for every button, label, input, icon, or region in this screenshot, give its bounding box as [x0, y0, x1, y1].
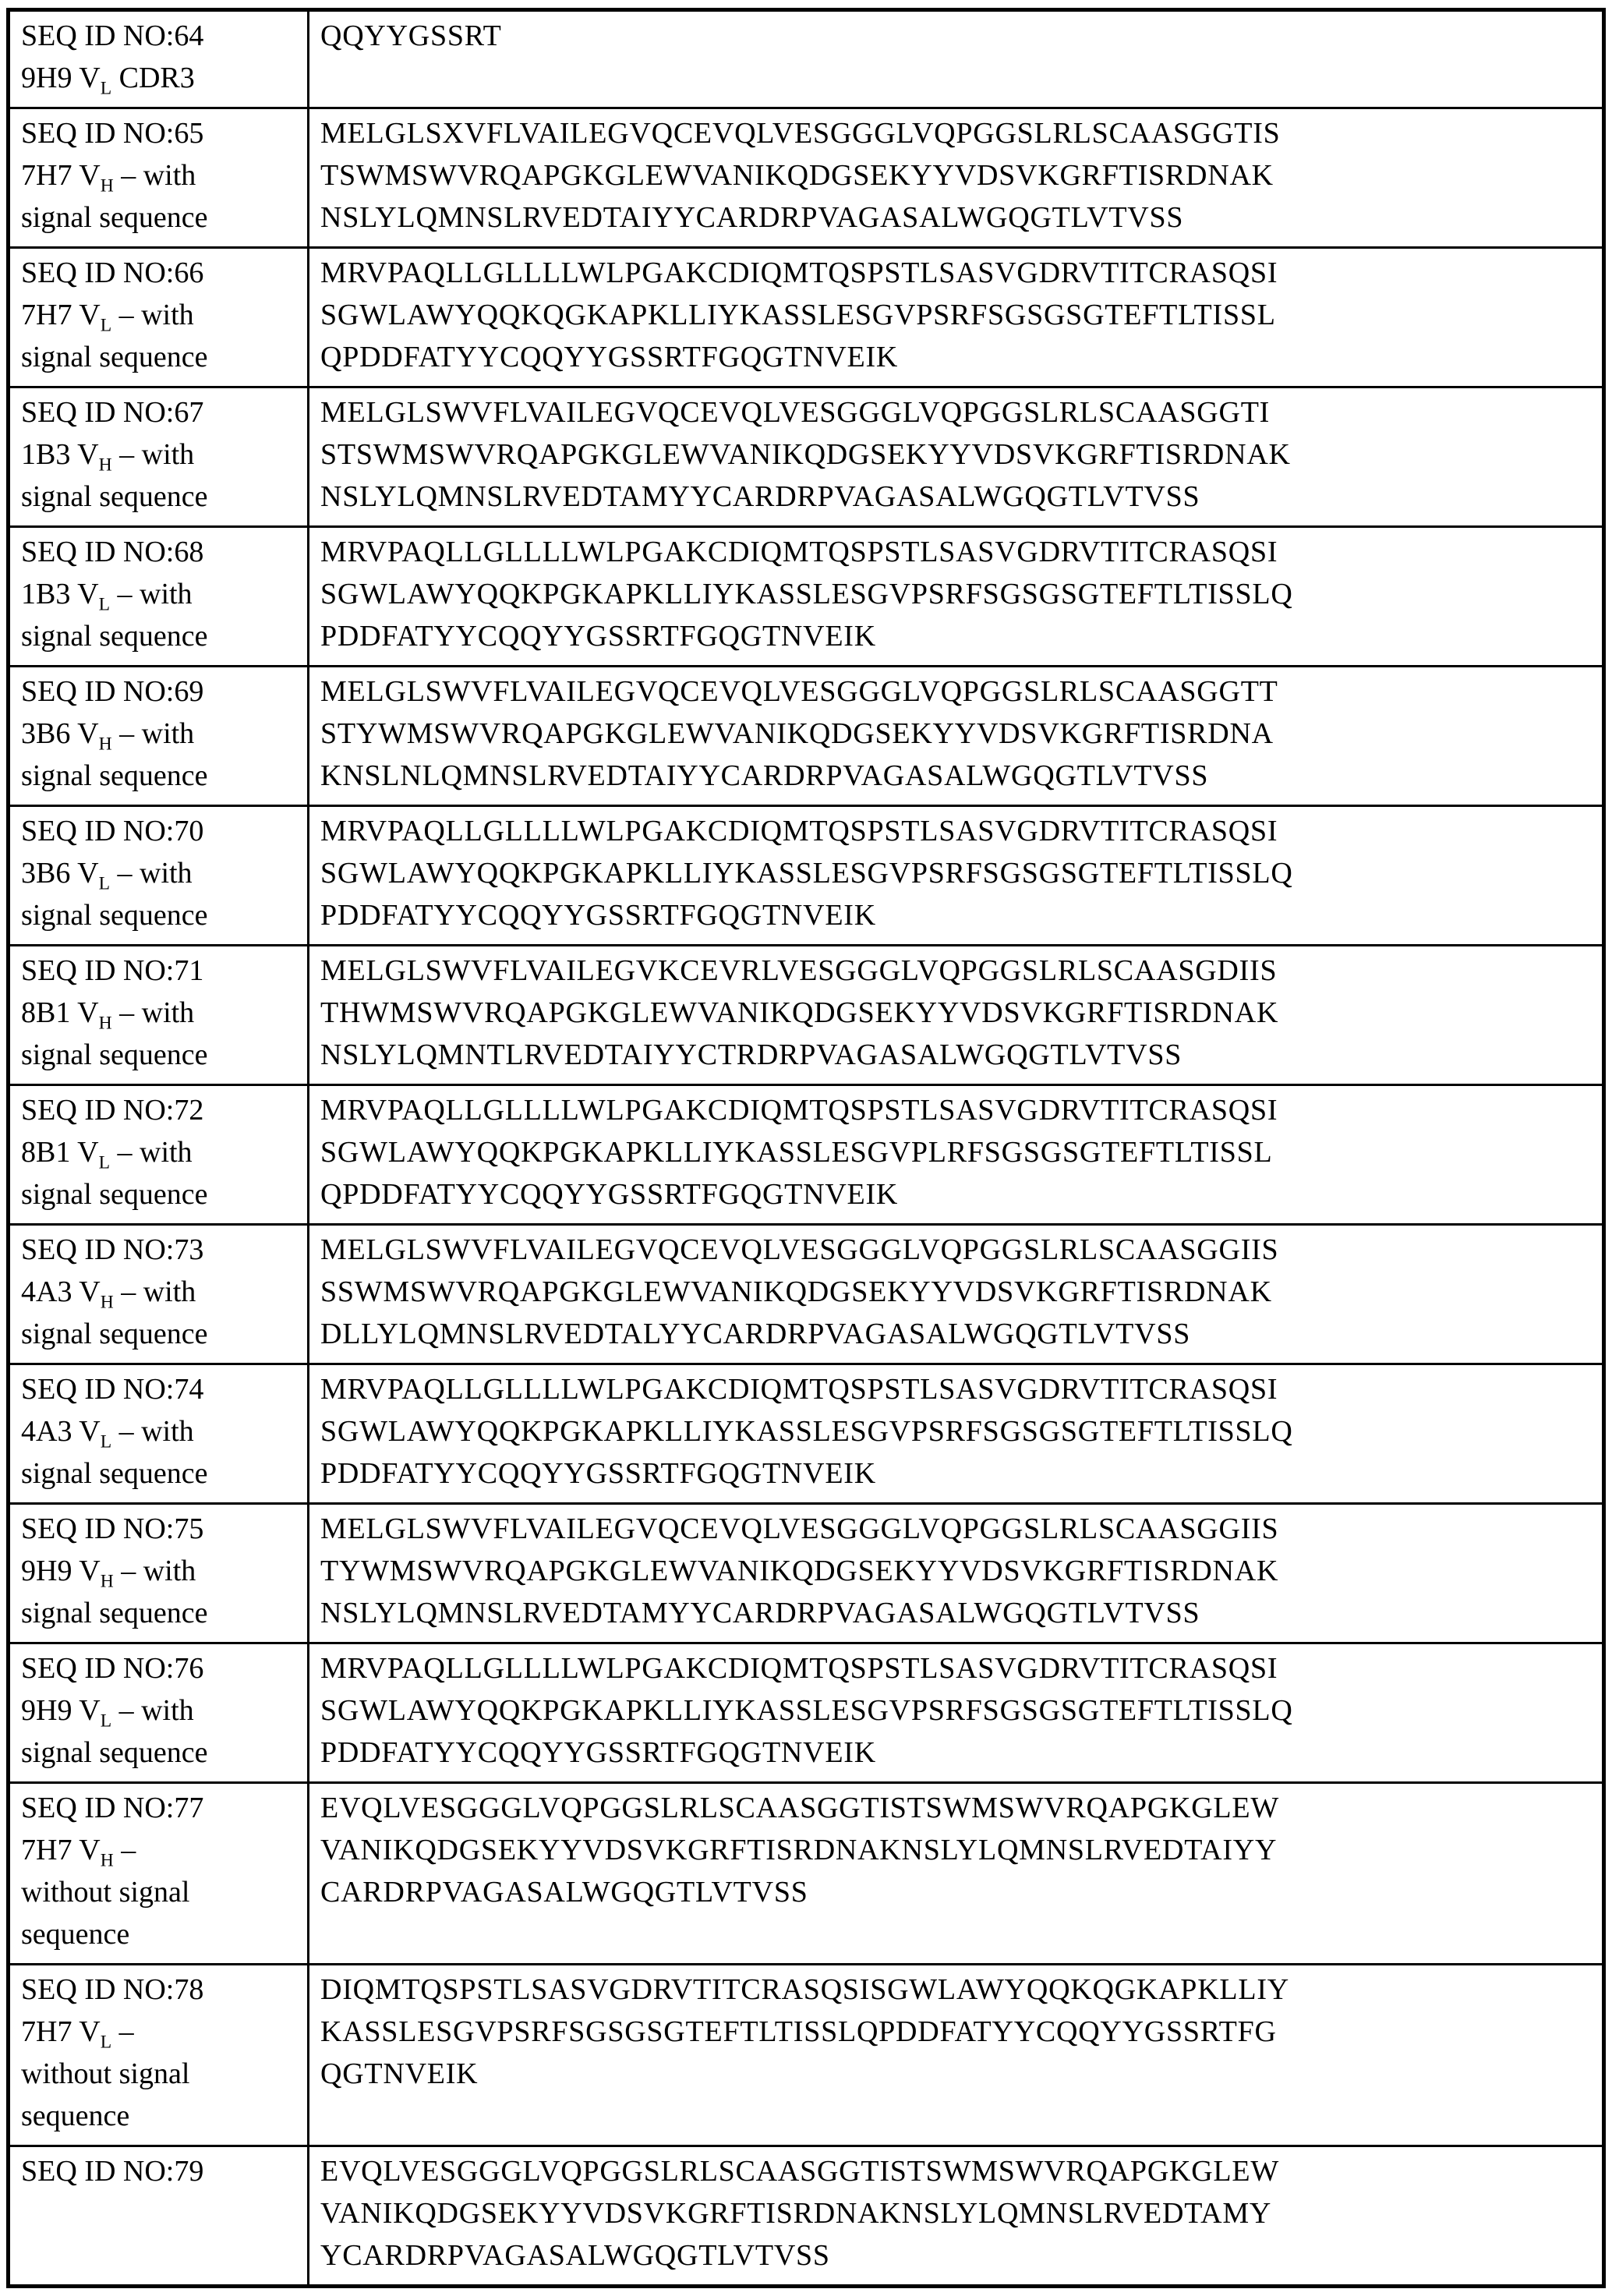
seq-id-label-line [21, 2053, 296, 2095]
sequence-line: QPDDFATYYCQQYYGSSRTFGQGTNVEIK [320, 1178, 899, 1211]
sequence-line: STSWMSWVRQAPGKGLEWVANIKQDGSEKYYVDSVKGRFTISRDNAK [320, 438, 1291, 471]
sequence-line: SGWLAWYQQKPGKAPKLLIYKASSLESGVPSRFSGSGSGTEFTLTISSLQ [320, 857, 1293, 890]
sequence-line: MRVPAQLLGLLLLWLPGAKCDIQMTQSPSTLSASVGDRVTITCRASQSI [320, 1373, 1278, 1406]
seq-id-label-line [21, 852, 296, 894]
label-text: signal sequence [21, 1178, 208, 1211]
chain-subscript: H [98, 455, 112, 476]
chain-subscript: L [98, 1152, 110, 1173]
label-text: – with [113, 1555, 196, 1587]
table-row [9, 248, 1604, 387]
table-row [9, 2146, 1604, 2287]
label-text: SEQ ID NO:75 [21, 1512, 204, 1545]
seq-id-label-cell [9, 1085, 309, 1225]
seq-id-label-line [21, 1913, 296, 1955]
label-text: SEQ ID NO:69 [21, 675, 204, 708]
label-text: SEQ ID NO:72 [21, 1094, 204, 1127]
table-row [9, 1225, 1604, 1364]
sequence-line: THWMSWVRQAPGKGLEWVANIKQDGSEKYYVDSVKGRFTISRDNAK [320, 996, 1279, 1029]
amino-acid-sequence-cell [309, 667, 1604, 806]
chain-subscript: L [98, 873, 110, 894]
seq-id-label-cell [9, 1364, 309, 1504]
sequence-line: PDDFATYYCQQYYGSSRTFGQGTNVEIK [320, 620, 876, 653]
seq-id-label-cell [9, 667, 309, 806]
sequence-line: DIQMTQSPSTLSASVGDRVTITCRASQSISGWLAWYQQKQGKAPKLLIY [320, 1973, 1289, 2006]
seq-id-label-line [21, 573, 296, 615]
sequence-line: MELGLSWVFLVAILEGVQCEVQLVESGGGLVQPGGSLRLSCAASGGTI [320, 396, 1271, 429]
amino-acid-sequence-cell [309, 1504, 1604, 1643]
sequence-line: YCARDRPVAGASALWGQGTLVTVSS [320, 2239, 830, 2272]
sequence-line: VANIKQDGSEKYYVDSVKGRFTISRDNAKNSLYLQMNSLRVEDTAMY [320, 2197, 1272, 2230]
sequence-line: TSWMSWVRQAPGKGLEWVANIKQDGSEKYYVDSVKGRFTISRDNAK [320, 159, 1274, 192]
amino-acid-sequence-cell [309, 2146, 1604, 2287]
seq-id-label-line [21, 713, 296, 755]
seq-id-label-line [21, 531, 296, 573]
seq-id-label-line [21, 15, 296, 57]
seq-id-label-line [21, 670, 296, 713]
sequence-line: PDDFATYYCQQYYGSSRTFGQGTNVEIK [320, 1736, 876, 1769]
label-text: 7H7 V [21, 299, 101, 331]
chain-subscript: H [100, 175, 114, 196]
label-text: 7H7 V [21, 1834, 101, 1866]
sequence-line: SGWLAWYQQKPGKAPKLLIYKASSLESGVPSRFSGSGSGTEFTLTISSLQ [320, 1694, 1293, 1727]
table-row [9, 1965, 1604, 2146]
amino-acid-sequence-cell [309, 527, 1604, 667]
sequence-line: STYWMSWVRQAPGKGLEWVANIKQDGSEKYYVDSVKGRFTISRDNA [320, 717, 1274, 750]
label-text: signal sequence [21, 341, 208, 373]
seq-id-label-cell [9, 2146, 309, 2287]
seq-id-label-line [21, 1969, 296, 2011]
label-text: – with [111, 1415, 194, 1448]
label-text: 9H9 V [21, 1555, 101, 1587]
label-text: 7H7 V [21, 159, 101, 192]
chain-subscript: L [100, 78, 112, 99]
seq-id-label-line [21, 950, 296, 992]
sequence-line: QQYYGSSRT [320, 19, 502, 52]
label-text: SEQ ID NO:64 [21, 19, 204, 52]
sequence-line: NSLYLQMNTLRVEDTAIYYCTRDRPVAGASALWGQGTLVTVSS [320, 1038, 1182, 1071]
seq-id-label-line [21, 1550, 296, 1592]
seq-id-label-cell [9, 1643, 309, 1783]
sequence-line: MRVPAQLLGLLLLWLPGAKCDIQMTQSPSTLSASVGDRVTITCRASQSI [320, 1094, 1278, 1127]
label-text: SEQ ID NO:74 [21, 1373, 204, 1406]
seq-id-label-cell [9, 1504, 309, 1643]
sequence-line: SGWLAWYQQKPGKAPKLLIYKASSLESGVPLRFSGSGSGTEFTLTISSL [320, 1136, 1273, 1169]
seq-id-label-line [21, 336, 296, 378]
amino-acid-sequence-cell [309, 248, 1604, 387]
seq-id-label-line [21, 615, 296, 657]
sequence-line: KASSLESGVPSRFSGSGSGTEFTLTISSLQPDDFATYYCQQYYGSSRTFG [320, 2015, 1277, 2048]
label-text: SEQ ID NO:73 [21, 1233, 204, 1266]
table-row [9, 667, 1604, 806]
table-row [9, 1364, 1604, 1504]
seq-id-label-cell [9, 806, 309, 946]
amino-acid-sequence-cell [309, 1225, 1604, 1364]
seq-id-label-line [21, 112, 296, 154]
label-text: signal sequence [21, 201, 208, 234]
label-text: signal sequence [21, 1038, 208, 1071]
chain-subscript: H [100, 1292, 114, 1313]
sequence-line: NSLYLQMNSLRVEDTAMYYCARDRPVAGASALWGQGTLVTVSS [320, 480, 1200, 513]
seq-id-label-cell [9, 946, 309, 1085]
label-text: – with [111, 1694, 194, 1727]
table-row [9, 527, 1604, 667]
label-text: 7H7 V [21, 2015, 101, 2048]
amino-acid-sequence-cell [309, 1364, 1604, 1504]
chain-subscript: H [100, 1850, 114, 1871]
amino-acid-sequence-cell [309, 108, 1604, 248]
table-row [9, 108, 1604, 248]
sequence-line: SSWMSWVRQAPGKGLEWVANIKQDGSEKYYVDSVKGRFTISRDNAK [320, 1275, 1272, 1308]
label-text: – with [111, 717, 195, 750]
table-row [9, 806, 1604, 946]
label-text: SEQ ID NO:78 [21, 1973, 204, 2006]
sequence-line: MELGLSWVFLVAILEGVQCEVQLVESGGGLVQPGGSLRLSCAASGGIIS [320, 1233, 1279, 1266]
seq-id-label-line [21, 1131, 296, 1173]
seq-id-label-line [21, 1089, 296, 1131]
sequence-line: MRVPAQLLGLLLLWLPGAKCDIQMTQSPSTLSASVGDRVTITCRASQSI [320, 256, 1278, 289]
seq-id-label-line [21, 1452, 296, 1495]
sequence-line: MRVPAQLLGLLLLWLPGAKCDIQMTQSPSTLSASVGDRVTITCRASQSI [320, 536, 1278, 568]
chain-subscript: H [98, 734, 112, 755]
label-text: – with [113, 1275, 196, 1308]
seq-id-label-line [21, 252, 296, 294]
sequence-line: MELGLSWVFLVAILEGVQCEVQLVESGGGLVQPGGSLRLSCAASGGTT [320, 675, 1278, 708]
label-text: signal sequence [21, 759, 208, 792]
sequence-line: MRVPAQLLGLLLLWLPGAKCDIQMTQSPSTLSASVGDRVTITCRASQSI [320, 815, 1278, 847]
label-text: signal sequence [21, 1318, 208, 1350]
seq-id-label-line [21, 2095, 296, 2137]
amino-acid-sequence-cell [309, 1783, 1604, 1965]
seq-id-label-line [21, 1647, 296, 1689]
seq-id-label-line [21, 2011, 296, 2053]
sequence-line: CARDRPVAGASALWGQGTLVTVSS [320, 1876, 808, 1909]
sequence-line: TYWMSWVRQAPGKGLEWVANIKQDGSEKYYVDSVKGRFTISRDNAK [320, 1555, 1279, 1587]
seq-id-label-line [21, 294, 296, 336]
label-text: 9H9 V [21, 62, 101, 94]
sequence-line: SGWLAWYQQKPGKAPKLLIYKASSLESGVPSRFSGSGSGTEFTLTISSLQ [320, 578, 1293, 610]
amino-acid-sequence-cell [309, 387, 1604, 527]
label-text: SEQ ID NO:67 [21, 396, 204, 429]
seq-id-label-line [21, 755, 296, 797]
sequence-listing-table [6, 8, 1606, 2288]
seq-id-label-line [21, 1368, 296, 1410]
label-text: – [113, 1834, 136, 1866]
label-text: – with [110, 857, 193, 890]
label-text: without signal [21, 1876, 190, 1909]
label-text: sequence [21, 2100, 130, 2132]
label-text: CDR3 [111, 62, 195, 94]
label-text: signal sequence [21, 620, 208, 653]
label-text: sequence [21, 1918, 130, 1951]
amino-acid-sequence-cell [309, 1643, 1604, 1783]
seq-id-label-line [21, 894, 296, 936]
label-text: – with [113, 159, 196, 192]
label-text: 9H9 V [21, 1694, 101, 1727]
label-text: 1B3 V [21, 578, 99, 610]
seq-id-label-line [21, 476, 296, 518]
sequence-line: NSLYLQMNSLRVEDTAMYYCARDRPVAGASALWGQGTLVTVSS [320, 1597, 1200, 1629]
chain-subscript: H [100, 1571, 114, 1592]
chain-subscript: L [98, 594, 110, 615]
seq-id-label-cell [9, 1225, 309, 1364]
label-text: 8B1 V [21, 996, 99, 1029]
label-text: signal sequence [21, 1457, 208, 1490]
sequence-line: PDDFATYYCQQYYGSSRTFGQGTNVEIK [320, 1457, 876, 1490]
label-text: SEQ ID NO:79 [21, 2155, 204, 2188]
seq-id-label-line [21, 1271, 296, 1313]
seq-id-label-line [21, 1173, 296, 1215]
sequence-line: MELGLSWVFLVAILEGVQCEVQLVESGGGLVQPGGSLRLSCAASGGIIS [320, 1512, 1279, 1545]
sequence-line: MELGLSWVFLVAILEGVKCEVRLVESGGGLVQPGGSLRLSCAASGDIIS [320, 954, 1278, 987]
label-text: 4A3 V [21, 1415, 101, 1448]
seq-id-label-line [21, 1871, 296, 1913]
sequence-line: QGTNVEIK [320, 2057, 479, 2090]
seq-id-label-cell [9, 248, 309, 387]
label-text: SEQ ID NO:65 [21, 117, 204, 150]
seq-id-label-line [21, 1313, 296, 1355]
seq-id-label-line [21, 391, 296, 433]
seq-id-label-cell [9, 108, 309, 248]
seq-id-label-line [21, 1508, 296, 1550]
seq-id-label-cell [9, 1965, 309, 2146]
seq-id-label-line [21, 1034, 296, 1076]
seq-id-label-line [21, 1592, 296, 1634]
sequence-line: SGWLAWYQQKPGKAPKLLIYKASSLESGVPSRFSGSGSGTEFTLTISSLQ [320, 1415, 1293, 1448]
seq-id-label-line [21, 2150, 296, 2192]
table-row [9, 1643, 1604, 1783]
label-text: 8B1 V [21, 1136, 99, 1169]
label-text: – with [110, 1136, 193, 1169]
table-row [9, 1085, 1604, 1225]
sequence-line: VANIKQDGSEKYYVDSVKGRFTISRDNAKNSLYLQMNSLRVEDTAIYY [320, 1834, 1278, 1866]
table-row [9, 387, 1604, 527]
label-text: SEQ ID NO:70 [21, 815, 204, 847]
seq-id-label-line [21, 433, 296, 476]
amino-acid-sequence-cell [309, 1965, 1604, 2146]
label-text: signal sequence [21, 899, 208, 932]
sequence-line: EVQLVESGGGLVQPGGSLRLSCAASGGTISTSWMSWVRQAPGKGLEW [320, 1792, 1279, 1824]
amino-acid-sequence-cell [309, 1085, 1604, 1225]
table-row [9, 946, 1604, 1085]
sequence-line: SGWLAWYQQKQGKAPKLLIYKASSLESGVPSRFSGSGSGTEFTLTISSL [320, 299, 1276, 331]
sequence-table-body [9, 10, 1604, 2287]
seq-id-label-cell [9, 1783, 309, 1965]
label-text: – [111, 2015, 134, 2048]
seq-id-label-line [21, 154, 296, 196]
label-text: signal sequence [21, 1736, 208, 1769]
seq-id-label-line [21, 1410, 296, 1452]
seq-id-label-line [21, 196, 296, 239]
label-text: SEQ ID NO:76 [21, 1652, 204, 1685]
table-row [9, 10, 1604, 108]
chain-subscript: L [100, 2032, 112, 2053]
seq-id-label-line [21, 1732, 296, 1774]
table-row [9, 1783, 1604, 1965]
amino-acid-sequence-cell [309, 806, 1604, 946]
seq-id-label-cell [9, 387, 309, 527]
seq-id-label-line [21, 992, 296, 1034]
table-row [9, 1504, 1604, 1643]
label-text: – with [111, 299, 194, 331]
sequence-line: KNSLNLQMNSLRVEDTAIYYCARDRPVAGASALWGQGTLVTVSS [320, 759, 1209, 792]
seq-id-label-line [21, 1229, 296, 1271]
label-text: 3B6 V [21, 717, 99, 750]
label-text: 3B6 V [21, 857, 99, 890]
seq-id-label-line [21, 810, 296, 852]
chain-subscript: L [100, 1711, 112, 1732]
chain-subscript: L [100, 315, 112, 336]
sequence-line: QPDDFATYYCQQYYGSSRTFGQGTNVEIK [320, 341, 899, 373]
label-text: – with [111, 996, 195, 1029]
chain-subscript: L [100, 1431, 112, 1452]
seq-id-label-line [21, 1787, 296, 1829]
label-text: SEQ ID NO:71 [21, 954, 204, 987]
sequence-line: EVQLVESGGGLVQPGGSLRLSCAASGGTISTSWMSWVRQAPGKGLEW [320, 2155, 1279, 2188]
seq-id-label-line [21, 1829, 296, 1871]
seq-id-label-cell [9, 527, 309, 667]
amino-acid-sequence-cell [309, 10, 1604, 108]
label-text: without signal [21, 2057, 190, 2090]
sequence-line: MRVPAQLLGLLLLWLPGAKCDIQMTQSPSTLSASVGDRVTITCRASQSI [320, 1652, 1278, 1685]
sequence-line: DLLYLQMNSLRVEDTALYYCARDRPVAGASALWGQGTLVTVSS [320, 1318, 1191, 1350]
label-text: signal sequence [21, 1597, 208, 1629]
label-text: – with [110, 578, 193, 610]
label-text: – with [111, 438, 195, 471]
label-text: signal sequence [21, 480, 208, 513]
label-text: SEQ ID NO:77 [21, 1792, 204, 1824]
amino-acid-sequence-cell [309, 946, 1604, 1085]
label-text: 1B3 V [21, 438, 99, 471]
chain-subscript: H [98, 1013, 112, 1034]
sequence-line: NSLYLQMNSLRVEDTAIYYCARDRPVAGASALWGQGTLVTVSS [320, 201, 1184, 234]
label-text: SEQ ID NO:68 [21, 536, 204, 568]
sequence-line: MELGLSXVFLVAILEGVQCEVQLVESGGGLVQPGGSLRLSCAASGGTIS [320, 117, 1281, 150]
label-text: SEQ ID NO:66 [21, 256, 204, 289]
label-text: 4A3 V [21, 1275, 101, 1308]
seq-id-label-line [21, 1689, 296, 1732]
seq-id-label-line [21, 57, 296, 99]
sequence-line: PDDFATYYCQQYYGSSRTFGQGTNVEIK [320, 899, 876, 932]
seq-id-label-cell [9, 10, 309, 108]
